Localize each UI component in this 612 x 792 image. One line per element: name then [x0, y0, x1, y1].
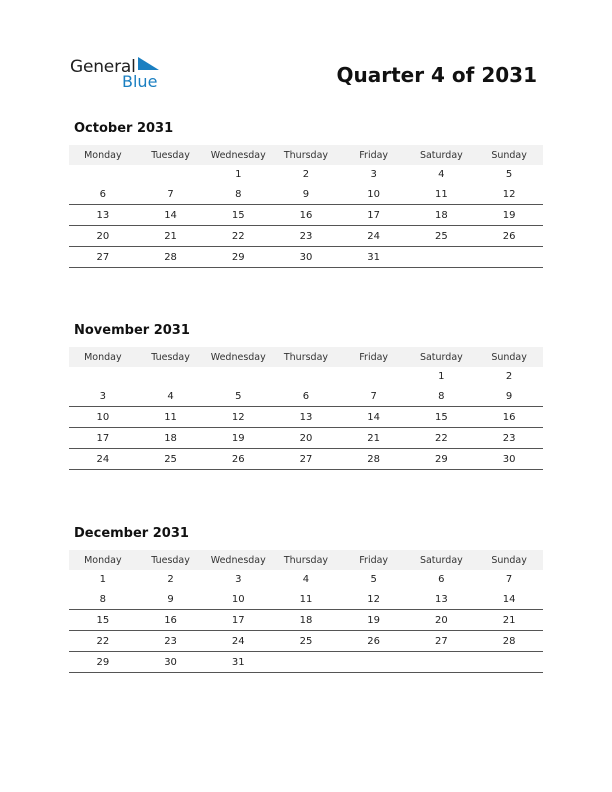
day-cell: 25 [272, 631, 340, 652]
day-cell: 15 [408, 407, 476, 428]
weekday-header: Thursday [272, 145, 340, 165]
day-cell [475, 652, 543, 673]
day-cell: 13 [69, 205, 137, 226]
day-cell [204, 367, 272, 386]
page-title: Quarter 4 of 2031 [336, 63, 537, 87]
day-cell: 8 [69, 589, 137, 610]
day-cell: 29 [204, 247, 272, 268]
month-grid [69, 550, 543, 673]
day-cell: 5 [204, 386, 272, 407]
day-cell: 28 [137, 247, 205, 268]
day-cell: 27 [69, 247, 137, 268]
day-cell: 3 [69, 386, 137, 407]
day-cell [69, 165, 137, 184]
day-cell: 30 [475, 449, 543, 470]
day-cell: 23 [137, 631, 205, 652]
day-cell: 18 [137, 428, 205, 449]
weekday-header: Friday [340, 347, 408, 367]
day-cell [272, 652, 340, 673]
day-cell: 22 [408, 428, 476, 449]
day-cell: 8 [204, 184, 272, 205]
day-cell: 11 [272, 589, 340, 610]
day-cell: 6 [438, 574, 445, 585]
day-cell: 10 [69, 407, 137, 428]
day-cell: 24 [204, 631, 272, 652]
day-cell: 2 [505, 371, 513, 382]
day-cell: 24 [69, 449, 137, 470]
day-cell [340, 367, 408, 386]
weekday-header: Tuesday [137, 145, 205, 165]
day-cell [340, 652, 408, 673]
day-cell: 23 [475, 428, 543, 449]
day-cell: 12 [475, 184, 543, 205]
week-row [69, 184, 543, 205]
weekday-header: Wednesday [204, 145, 272, 165]
weekday-header: Thursday [272, 347, 340, 367]
weekday-header: Saturday [408, 145, 476, 165]
day-cell: 20 [69, 226, 137, 247]
day-cell: 16 [272, 205, 340, 226]
day-cell: 25 [137, 449, 205, 470]
week-row [69, 367, 543, 386]
day-cell: 26 [340, 631, 408, 652]
logo-text-general: General [70, 57, 136, 77]
weekday-header: Monday [69, 145, 137, 165]
day-cell: 5 [505, 169, 513, 180]
day-cell: 3 [370, 169, 377, 180]
day-cell: 6 [272, 386, 340, 407]
day-cell: 29 [69, 652, 137, 673]
day-cell: 25 [408, 226, 476, 247]
day-cell: 2 [302, 169, 310, 180]
weekday-header: Saturday [408, 550, 476, 570]
day-cell: 10 [340, 184, 408, 205]
day-cell: 22 [69, 631, 137, 652]
day-cell: 1 [99, 574, 107, 585]
week-row [69, 589, 543, 610]
day-cell: 18 [408, 205, 476, 226]
day-cell: 1 [438, 371, 445, 382]
week-row [69, 165, 543, 184]
day-cell: 16 [475, 407, 543, 428]
logo-text-blue: Blue [122, 72, 158, 91]
day-cell: 19 [475, 205, 543, 226]
day-cell: 3 [235, 574, 242, 585]
week-row [69, 205, 543, 226]
day-cell [137, 165, 205, 184]
weekday-header: Saturday [408, 347, 476, 367]
day-cell: 13 [272, 407, 340, 428]
day-cell: 11 [137, 407, 205, 428]
month-grid [69, 347, 543, 470]
day-cell: 4 [137, 386, 205, 407]
day-cell: 11 [408, 184, 476, 205]
day-cell: 28 [340, 449, 408, 470]
day-cell: 2 [167, 574, 174, 585]
day-cell: 21 [340, 428, 408, 449]
day-cell: 31 [340, 247, 408, 268]
week-row [69, 407, 543, 428]
day-cell: 31 [204, 652, 272, 673]
day-cell: 14 [137, 205, 205, 226]
month-title: December 2031 [74, 526, 189, 541]
weekday-header: Monday [69, 347, 137, 367]
day-cell: 21 [137, 226, 205, 247]
week-row [69, 386, 543, 407]
week-row [69, 631, 543, 652]
day-cell: 8 [408, 386, 476, 407]
weekday-header: Monday [69, 550, 137, 570]
day-cell: 6 [69, 184, 137, 205]
month-title: October 2031 [74, 121, 174, 136]
day-cell: 29 [408, 449, 476, 470]
week-row [69, 247, 543, 268]
day-cell: 15 [69, 610, 137, 631]
day-cell [408, 247, 476, 268]
day-cell: 12 [204, 407, 272, 428]
weekday-header: Friday [340, 550, 408, 570]
day-cell: 28 [475, 631, 543, 652]
generalblue-logo [70, 57, 170, 93]
day-cell: 30 [272, 247, 340, 268]
logo-triangle-icon [138, 57, 160, 71]
day-cell: 15 [204, 205, 272, 226]
weekday-header: Sunday [475, 145, 543, 165]
day-cell: 23 [272, 226, 340, 247]
day-cell: 17 [204, 610, 272, 631]
week-row [69, 449, 543, 470]
month-title: November 2031 [74, 323, 190, 338]
day-cell: 14 [340, 407, 408, 428]
weekday-header-row [69, 145, 543, 165]
weekday-header: Sunday [475, 550, 543, 570]
day-cell: 26 [475, 226, 543, 247]
day-cell: 7 [340, 386, 408, 407]
weekday-header: Wednesday [204, 550, 272, 570]
month-grid [69, 145, 543, 268]
day-cell: 10 [204, 589, 272, 610]
weekday-header: Tuesday [137, 550, 205, 570]
day-cell: 18 [272, 610, 340, 631]
weekday-header: Thursday [272, 550, 340, 570]
weekday-header: Friday [340, 145, 408, 165]
day-cell: 9 [137, 589, 205, 610]
week-row [69, 570, 543, 589]
day-cell [408, 652, 476, 673]
weekday-header-row [69, 347, 543, 367]
day-cell: 24 [340, 226, 408, 247]
day-cell: 19 [204, 428, 272, 449]
weekday-header: Sunday [475, 347, 543, 367]
week-row [69, 652, 543, 673]
week-row [69, 226, 543, 247]
day-cell: 5 [370, 574, 377, 585]
day-cell: 9 [475, 386, 543, 407]
day-cell: 7 [505, 574, 513, 585]
weekday-header: Tuesday [137, 347, 205, 367]
week-row [69, 610, 543, 631]
day-cell: 1 [235, 169, 242, 180]
day-cell: 17 [340, 205, 408, 226]
day-cell: 20 [272, 428, 340, 449]
day-cell [475, 247, 543, 268]
day-cell: 26 [204, 449, 272, 470]
day-cell: 20 [408, 610, 476, 631]
day-cell: 7 [137, 184, 205, 205]
day-cell: 21 [475, 610, 543, 631]
day-cell: 19 [340, 610, 408, 631]
day-cell: 30 [137, 652, 205, 673]
day-cell: 27 [408, 631, 476, 652]
day-cell: 13 [408, 589, 476, 610]
day-cell: 17 [69, 428, 137, 449]
day-cell: 22 [204, 226, 272, 247]
weekday-header: Wednesday [204, 347, 272, 367]
day-cell: 4 [438, 169, 445, 180]
day-cell: 12 [340, 589, 408, 610]
day-cell [137, 367, 205, 386]
day-cell: 16 [137, 610, 205, 631]
day-cell: 14 [475, 589, 543, 610]
week-row [69, 428, 543, 449]
weekday-header-row [69, 550, 543, 570]
day-cell: 4 [302, 574, 310, 585]
day-cell [272, 367, 340, 386]
day-cell: 9 [272, 184, 340, 205]
day-cell: 27 [272, 449, 340, 470]
day-cell [69, 367, 137, 386]
